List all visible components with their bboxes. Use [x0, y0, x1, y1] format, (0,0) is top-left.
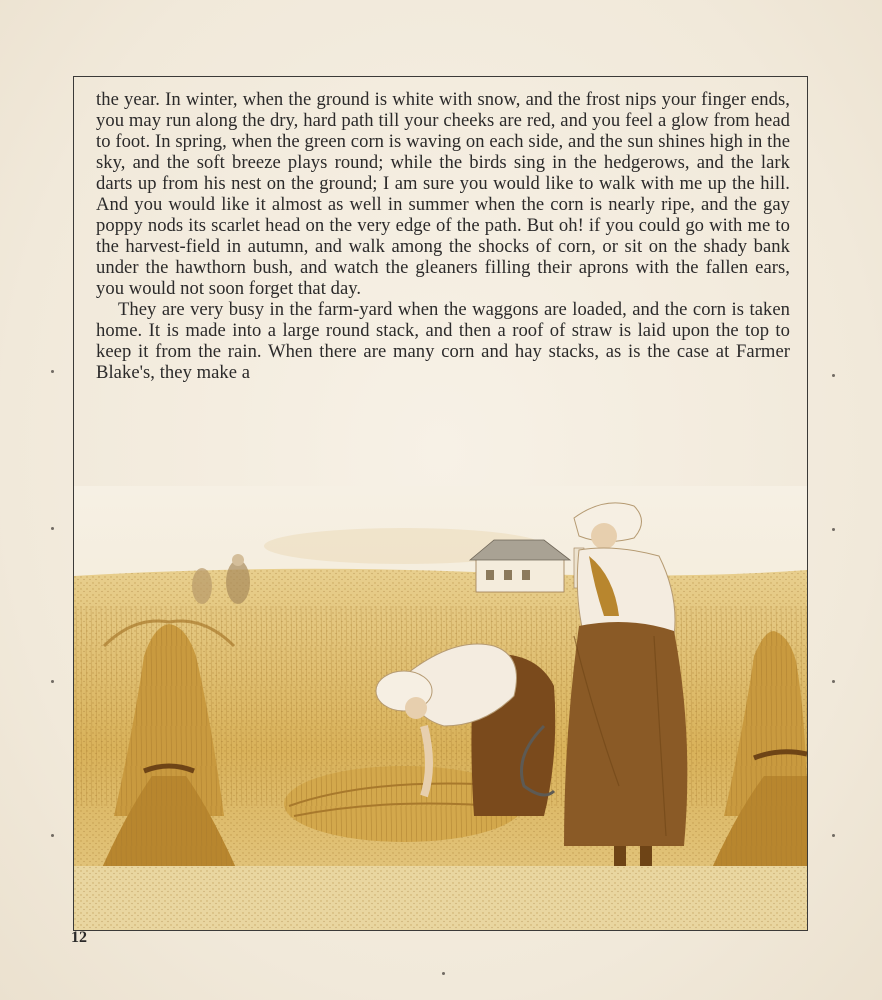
speck: [51, 527, 54, 530]
body-text: [96, 89, 790, 383]
paragraph-1: the year. In winter, when the ground is white with snow, and the frost nips your finger ends, you may run along the dry, hard path till your cheeks are red, and you feel a glow from head to foot. In spring, when the green corn is waving on each side, and the sun shines high in the sky, and the soft breeze plays round; while the birds sing in the hedgerows, and the lark darts up from his nest on the ground; I am sure you would like to walk with me up the hill. And you would like it almost as well in summer when the corn is nearly ripe, and the gay poppy nods its scarlet head on the very edge of the path. But oh! if you could go with me to the harvest-field in autumn, and walk among the shocks of corn, or sit on the shady bank under the hawthorn bush, and watch the gleaners filling their aprons with the fallen ears, you would not soon forget that day.: [96, 89, 790, 299]
speck: [832, 374, 835, 377]
speck: [832, 834, 835, 837]
speck: [51, 370, 54, 373]
paragraph-2: They are very busy in the farm-yard when the waggons are loaded, and the corn is taken home. It is made into a large round stack, and then a roof of straw is laid upon the top to keep it from the rain. When there are many corn and hay stacks, as is the case at Farmer Blake's, they make a: [96, 299, 790, 383]
harvest-scene-image: [74, 486, 807, 930]
speck: [51, 680, 54, 683]
speck: [51, 834, 54, 837]
speck: [832, 680, 835, 683]
speck: [442, 972, 445, 975]
harvest-illustration: [74, 486, 807, 930]
speck: [832, 528, 835, 531]
page-number: 12: [71, 929, 87, 946]
